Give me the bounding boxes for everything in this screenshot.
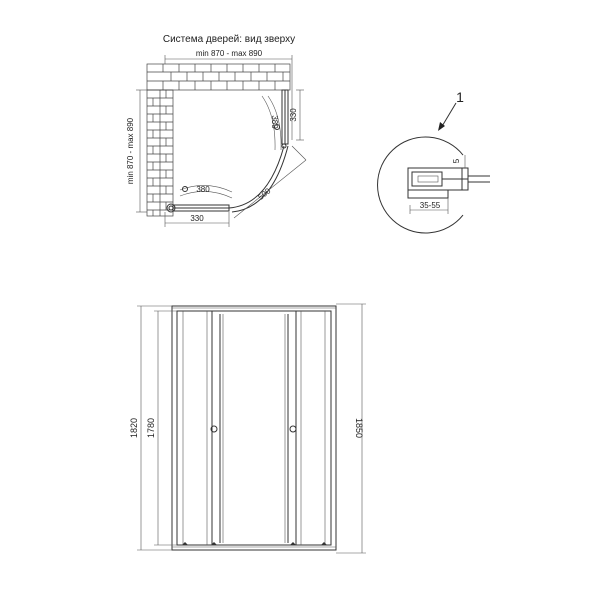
left-wall	[147, 90, 173, 216]
total-height-label: 1850	[354, 417, 364, 439]
gap-label: 5	[452, 158, 461, 164]
left-fixed-panel	[183, 311, 212, 545]
radius-label: 500	[256, 186, 273, 202]
right-fixed-panel	[296, 311, 325, 545]
radius-dimension	[234, 146, 306, 218]
door-handle-right	[290, 426, 296, 432]
door-width-bottom-label: 380	[196, 185, 210, 194]
fixed-panel-bottom-dimension	[165, 212, 229, 227]
door-width-right-label: 380	[270, 115, 279, 129]
sliding-doors	[220, 314, 288, 543]
fixed-panel-bottom-label: 330	[190, 214, 204, 223]
depth-range-label: min 870 - max 890	[126, 117, 135, 185]
adjust-range-label: 35-55	[419, 201, 441, 210]
front-view	[129, 304, 366, 553]
fixed-panel-right-dimension	[289, 90, 304, 140]
detail-view	[378, 89, 490, 233]
top-view-title: Система дверей: вид зверху	[162, 34, 296, 45]
curved-doors	[180, 96, 288, 212]
outer-height-label: 1820	[129, 417, 139, 439]
fixed-panel-right-label: 330	[289, 108, 298, 122]
detail-circle	[378, 137, 463, 233]
inner-height-label: 1780	[146, 417, 156, 439]
width-range-label: min 870 - max 890	[195, 49, 263, 58]
total-height-dimension	[336, 304, 366, 553]
callout-leader	[441, 103, 456, 128]
top-wall	[147, 64, 290, 90]
depth-dimension	[126, 90, 147, 212]
detail-profile	[408, 168, 490, 198]
detail-callout-number: 1	[456, 89, 464, 105]
top-view	[126, 34, 306, 227]
